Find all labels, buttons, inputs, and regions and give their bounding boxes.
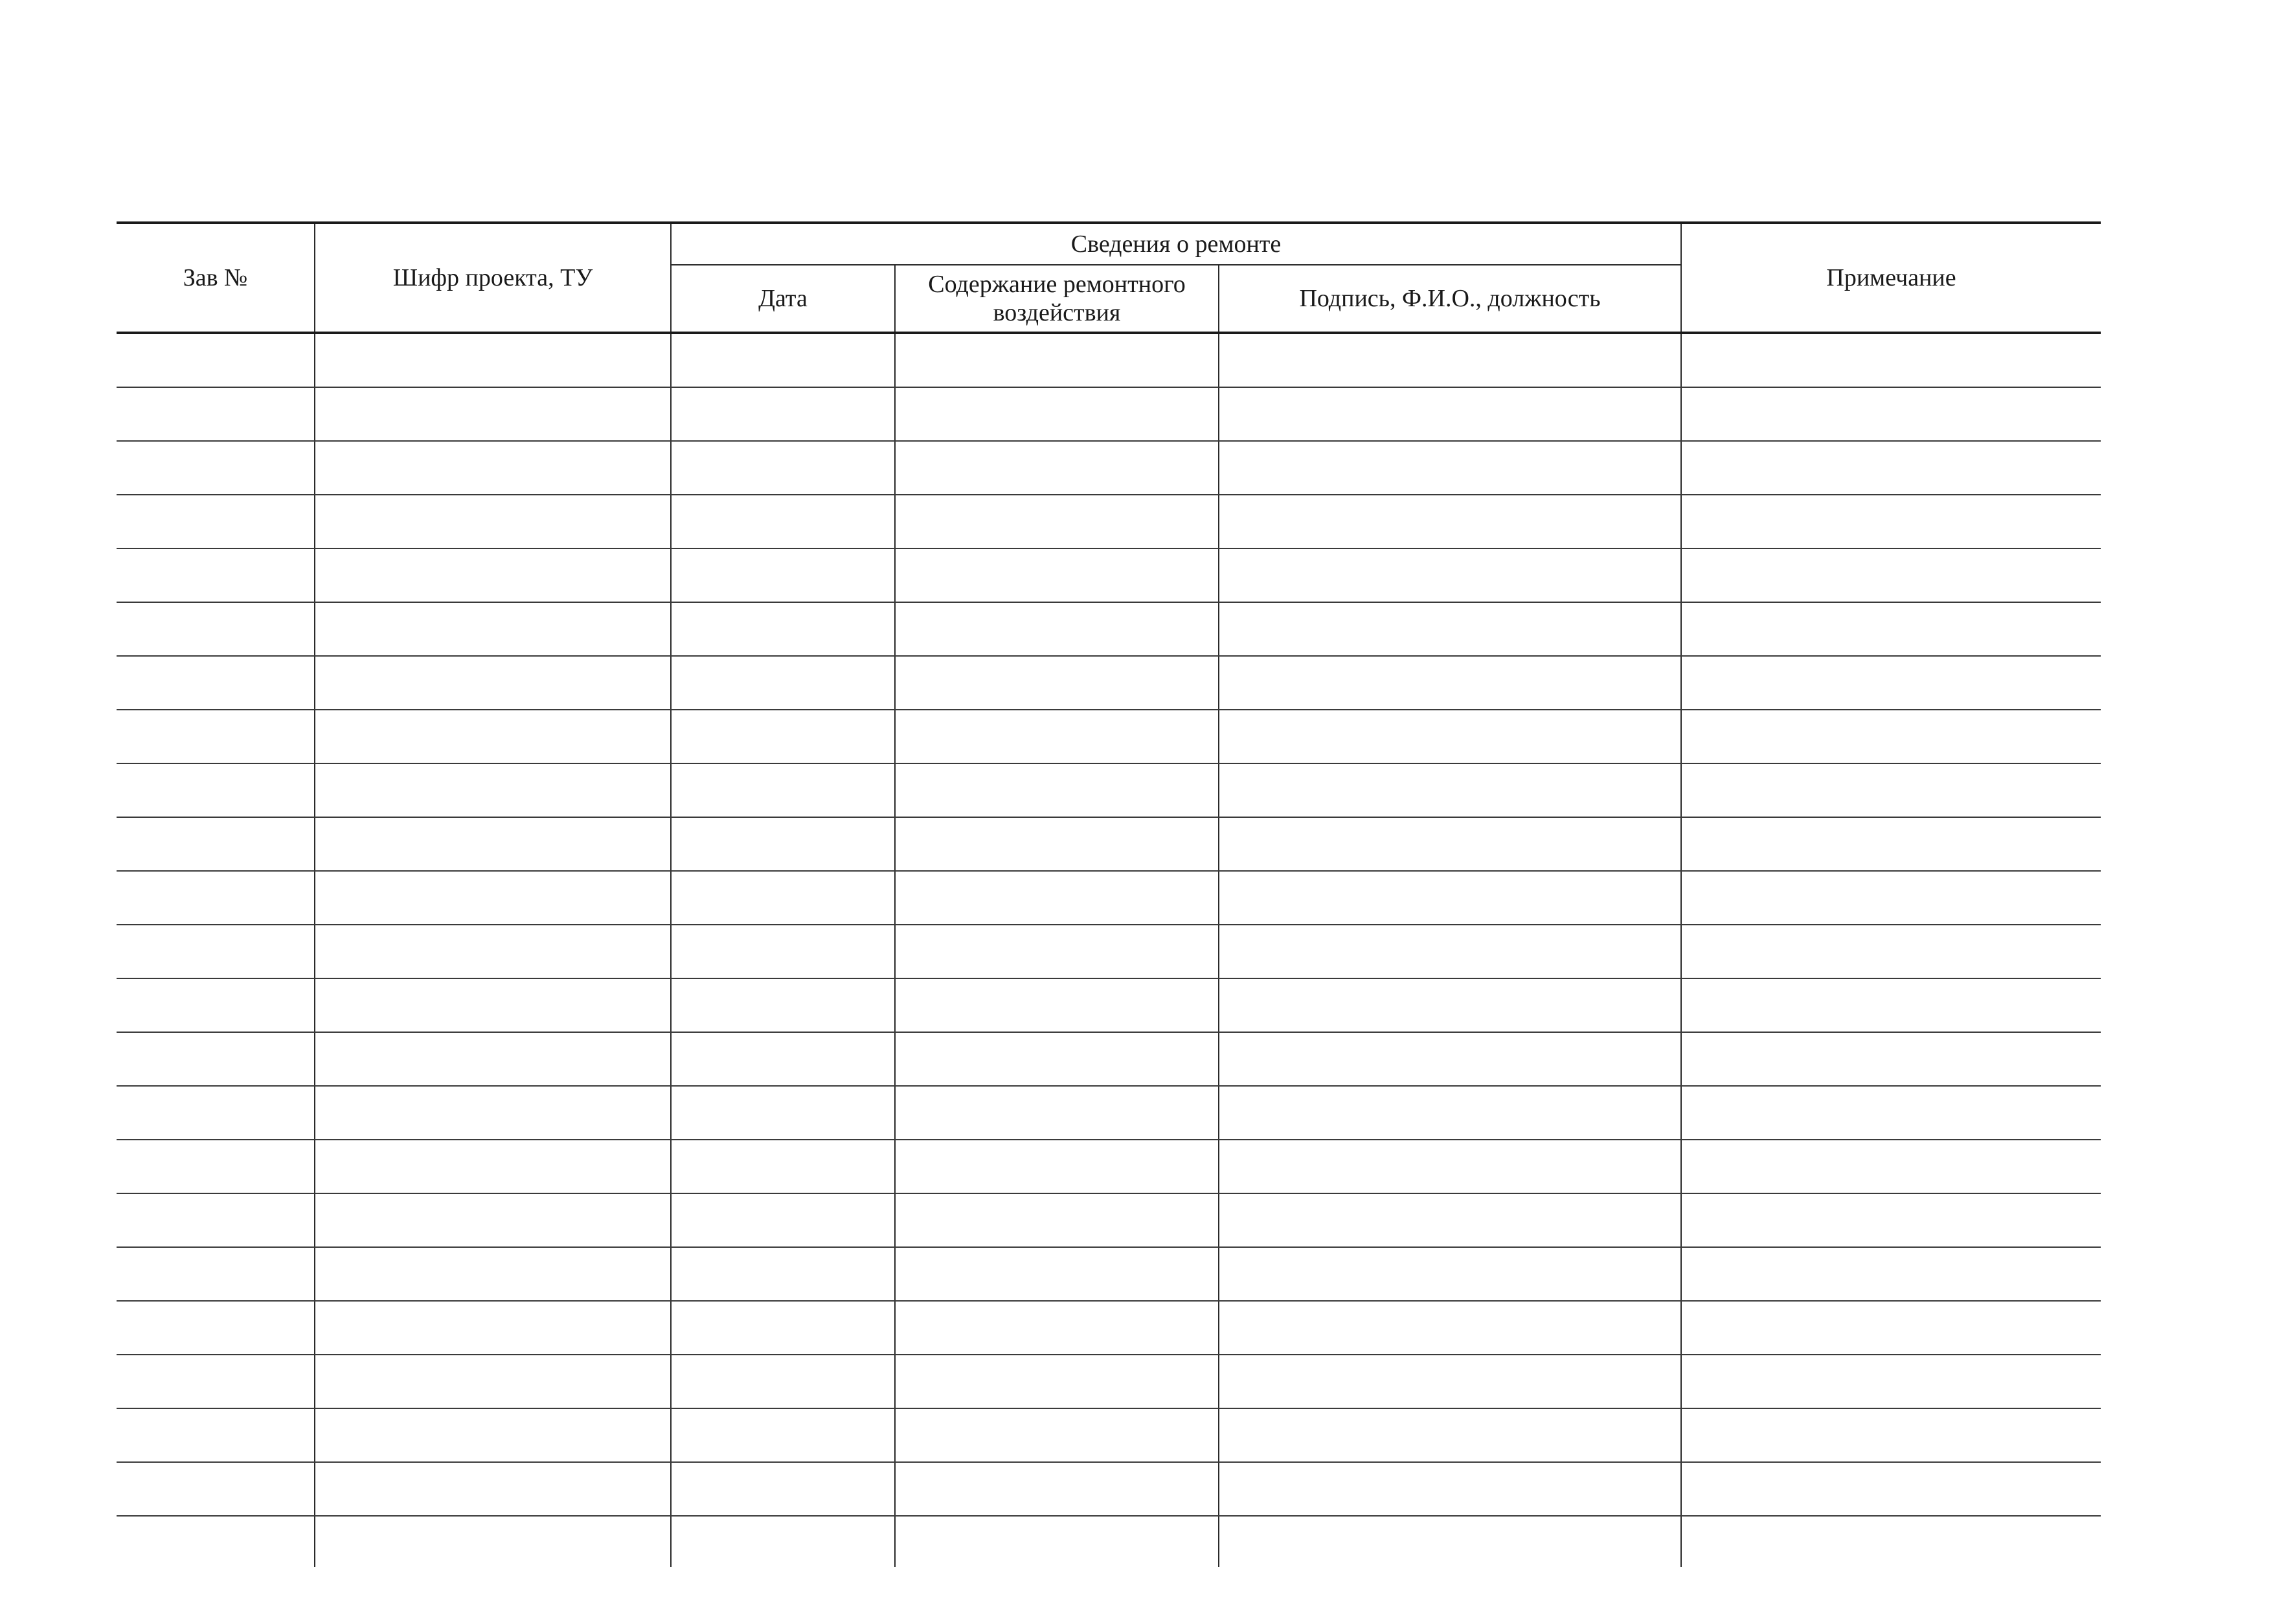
- table-cell: [117, 1193, 315, 1247]
- table-cell: [895, 387, 1219, 441]
- header-repair-group: Сведения о ремонте: [671, 223, 1681, 265]
- table-cell: [315, 1086, 671, 1140]
- table-cell: [671, 548, 895, 602]
- table-cell: [1681, 387, 2101, 441]
- table-cell: [1219, 548, 1681, 602]
- table-cell: [1219, 925, 1681, 978]
- table-cell: [315, 1140, 671, 1193]
- table-cell: [315, 1032, 671, 1086]
- header-content: Содержание ремонтного воздействия: [895, 265, 1219, 333]
- header-date: Дата: [671, 265, 895, 333]
- table-cell: [895, 978, 1219, 1032]
- table-cell: [315, 333, 671, 387]
- table-cell: [117, 441, 315, 495]
- table-cell: [1681, 1032, 2101, 1086]
- table-cell: [895, 710, 1219, 763]
- table-cell: [1219, 1193, 1681, 1247]
- table-cell: [315, 1193, 671, 1247]
- table-cell: [671, 1193, 895, 1247]
- table-cell: [1219, 656, 1681, 710]
- table-cell: [117, 387, 315, 441]
- table-cell: [315, 602, 671, 656]
- table-row: [117, 1193, 2101, 1247]
- table-cell: [117, 1408, 315, 1462]
- table-cell: [1219, 817, 1681, 871]
- table-cell: [117, 1301, 315, 1355]
- table-cell: [671, 871, 895, 925]
- table-cell: [671, 710, 895, 763]
- table-cell: [895, 1301, 1219, 1355]
- table-row: [117, 871, 2101, 925]
- table-cell: [1219, 1140, 1681, 1193]
- table-cell: [1681, 1301, 2101, 1355]
- table-cell: [1219, 1086, 1681, 1140]
- table-cell: [895, 763, 1219, 817]
- table-row: [117, 441, 2101, 495]
- table-cell: [315, 1247, 671, 1301]
- table-cell: [1219, 710, 1681, 763]
- table-cell: [315, 656, 671, 710]
- table-cell: [315, 1301, 671, 1355]
- table-row: [117, 333, 2101, 387]
- table-cell: [895, 1032, 1219, 1086]
- table-cell: [1219, 602, 1681, 656]
- table-cell: [895, 1408, 1219, 1462]
- table-cell: [671, 1355, 895, 1408]
- table-cell: [315, 1408, 671, 1462]
- table-cell: [671, 656, 895, 710]
- table-cell: [1219, 1355, 1681, 1408]
- table-cell: [117, 1032, 315, 1086]
- table-cell: [895, 1247, 1219, 1301]
- table-cell: [117, 495, 315, 548]
- table-cell: [117, 1462, 315, 1516]
- table-body: [117, 333, 2101, 1567]
- table-cell: [1219, 978, 1681, 1032]
- table-cell: [1681, 978, 2101, 1032]
- table-cell: [671, 817, 895, 871]
- table-cell: [117, 817, 315, 871]
- table-cell: [117, 656, 315, 710]
- table-cell: [1681, 1140, 2101, 1193]
- table-header: [117, 223, 2101, 333]
- header-shifr: Шифр проекта, ТУ: [315, 223, 671, 333]
- header-signature: Подпись, Ф.И.О., должность: [1219, 265, 1681, 333]
- table-cell: [117, 1140, 315, 1193]
- table-cell: [1219, 763, 1681, 817]
- table-row: [117, 387, 2101, 441]
- table-cell: [671, 925, 895, 978]
- table-cell: [671, 1462, 895, 1516]
- table-cell: [117, 871, 315, 925]
- table-cell: [1681, 1355, 2101, 1408]
- table-cell: [1681, 1408, 2101, 1462]
- table-row: [117, 1140, 2101, 1193]
- table-cell: [117, 333, 315, 387]
- table-cell: [895, 1462, 1219, 1516]
- table-row: [117, 1301, 2101, 1355]
- table-cell: [671, 1247, 895, 1301]
- table-cell: [1219, 441, 1681, 495]
- table-cell: [1219, 1408, 1681, 1462]
- table-cell: [671, 1140, 895, 1193]
- table-cell: [1681, 441, 2101, 495]
- table-cell: [315, 495, 671, 548]
- table-cell: [895, 817, 1219, 871]
- table-cell: [895, 333, 1219, 387]
- table-cell: [117, 978, 315, 1032]
- table-cell: [117, 1247, 315, 1301]
- table-cell: [117, 1516, 315, 1567]
- table-cell: [671, 1516, 895, 1567]
- table-cell: [315, 763, 671, 817]
- table-cell: [671, 441, 895, 495]
- table-cell: [1681, 333, 2101, 387]
- table-row: [117, 656, 2101, 710]
- table-cell: [895, 925, 1219, 978]
- table-cell: [1681, 925, 2101, 978]
- table-cell: [1219, 333, 1681, 387]
- table-row: [117, 1086, 2101, 1140]
- table-cell: [895, 1193, 1219, 1247]
- table-cell: [315, 817, 671, 871]
- table-cell: [315, 710, 671, 763]
- table-cell: [1681, 817, 2101, 871]
- table-cell: [671, 495, 895, 548]
- header-note: Примечание: [1681, 223, 2101, 333]
- table-row: [117, 495, 2101, 548]
- table-cell: [117, 548, 315, 602]
- table-cell: [315, 1516, 671, 1567]
- table-cell: [895, 441, 1219, 495]
- table-cell: [1681, 871, 2101, 925]
- table-cell: [315, 441, 671, 495]
- table-cell: [1219, 1032, 1681, 1086]
- header-row-top: [117, 223, 2101, 265]
- table-cell: [1681, 710, 2101, 763]
- table-cell: [315, 387, 671, 441]
- table-cell: [671, 1032, 895, 1086]
- table-cell: [1219, 1462, 1681, 1516]
- table-cell: [117, 763, 315, 817]
- table-cell: [895, 1086, 1219, 1140]
- table-cell: [895, 656, 1219, 710]
- table-cell: [1219, 495, 1681, 548]
- table-cell: [671, 1301, 895, 1355]
- table-cell: [895, 1140, 1219, 1193]
- table-cell: [671, 602, 895, 656]
- table-cell: [671, 333, 895, 387]
- table-cell: [1219, 387, 1681, 441]
- table-cell: [1681, 1247, 2101, 1301]
- table-row: [117, 925, 2101, 978]
- table-cell: [1219, 871, 1681, 925]
- table-row: [117, 602, 2101, 656]
- table-cell: [1681, 495, 2101, 548]
- table-cell: [117, 1086, 315, 1140]
- table-row: [117, 978, 2101, 1032]
- table-cell: [1681, 1516, 2101, 1567]
- table-cell: [671, 1408, 895, 1462]
- table-cell: [671, 1086, 895, 1140]
- table-row: [117, 817, 2101, 871]
- table-cell: [117, 710, 315, 763]
- table-cell: [315, 978, 671, 1032]
- table-cell: [1219, 1247, 1681, 1301]
- table-cell: [117, 925, 315, 978]
- table-cell: [671, 763, 895, 817]
- table-cell: [1681, 602, 2101, 656]
- table-cell: [1681, 763, 2101, 817]
- table-cell: [1681, 1193, 2101, 1247]
- table-cell: [671, 978, 895, 1032]
- table-row: [117, 710, 2101, 763]
- table-cell: [895, 1355, 1219, 1408]
- table-cell: [895, 871, 1219, 925]
- table-cell: [315, 548, 671, 602]
- table-cell: [1219, 1301, 1681, 1355]
- table-cell: [315, 1462, 671, 1516]
- table-cell: [117, 1355, 315, 1408]
- table-cell: [1219, 1516, 1681, 1567]
- table-cell: [1681, 548, 2101, 602]
- table-cell: [895, 602, 1219, 656]
- table-cell: [315, 1355, 671, 1408]
- table-cell: [315, 925, 671, 978]
- header-zav-no: Зав №: [117, 223, 315, 333]
- repair-log-table: [117, 221, 2101, 1567]
- table-row: [117, 1516, 2101, 1567]
- table-row: [117, 1247, 2101, 1301]
- table-cell: [315, 871, 671, 925]
- table-cell: [895, 495, 1219, 548]
- table-row: [117, 1462, 2101, 1516]
- table-cell: [117, 602, 315, 656]
- table-row: [117, 1408, 2101, 1462]
- table-cell: [1681, 1086, 2101, 1140]
- table-cell: [1681, 656, 2101, 710]
- table-cell: [895, 548, 1219, 602]
- table-cell: [1681, 1462, 2101, 1516]
- table-row: [117, 763, 2101, 817]
- table-row: [117, 548, 2101, 602]
- table-cell: [671, 387, 895, 441]
- table-row: [117, 1032, 2101, 1086]
- table-row: [117, 1355, 2101, 1408]
- table-cell: [895, 1516, 1219, 1567]
